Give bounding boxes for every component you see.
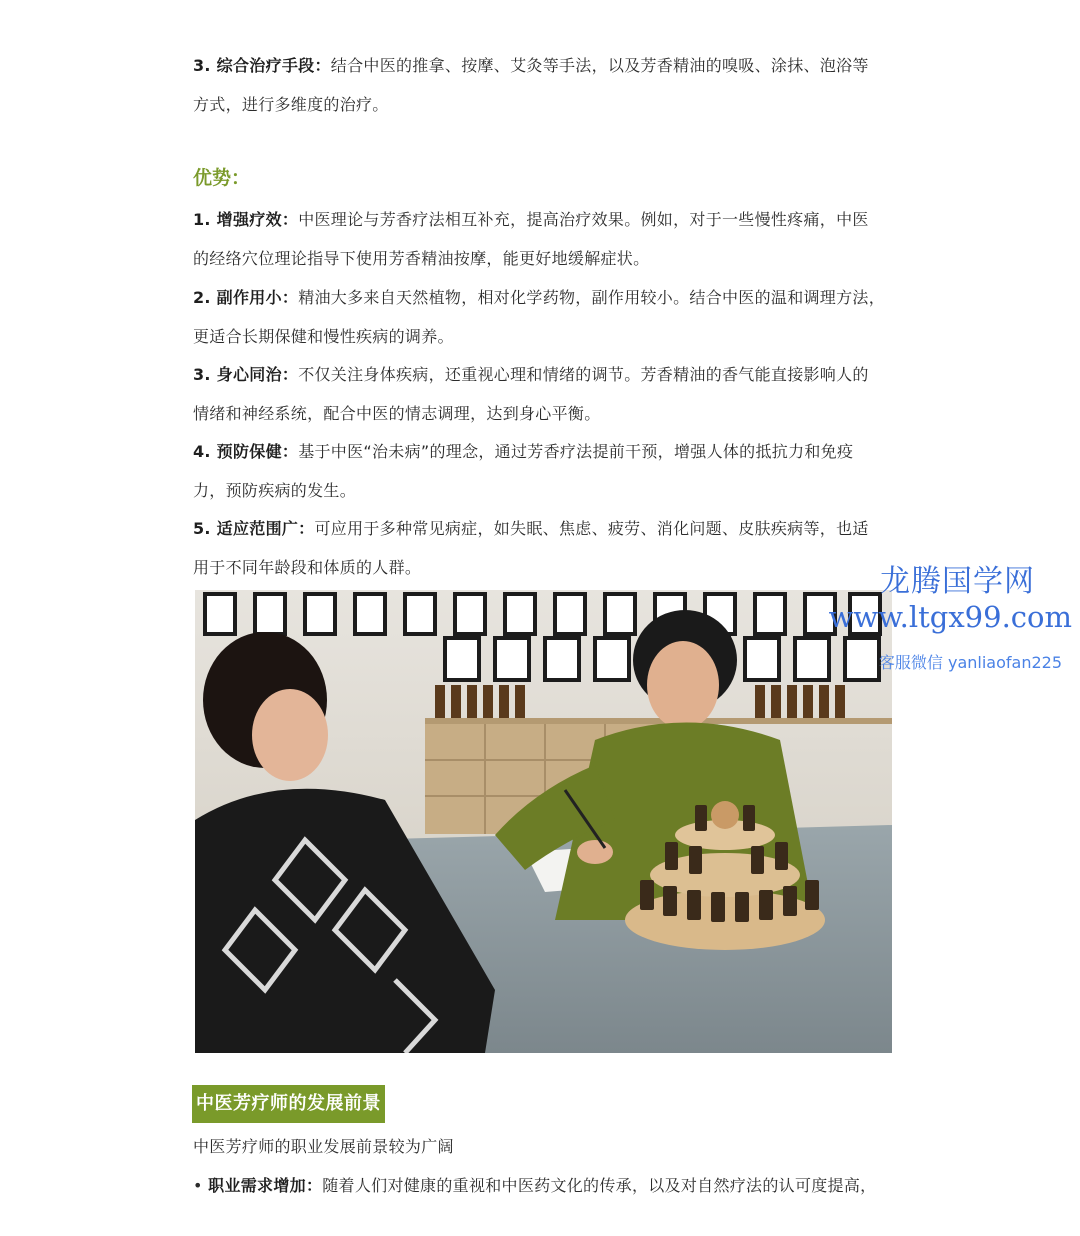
treatment-item-3-text-2: 方式，进行多维度的治疗。: [193, 95, 389, 114]
watermark-site-name: 龙腾国学网: [880, 564, 1035, 599]
prospects-bullet-1-label: 职业需求增加：: [208, 1176, 323, 1195]
prospects-heading: 中医芳疗师的发展前景: [192, 1085, 385, 1123]
advantage-item-3-text-2: 情绪和神经系统，配合中医的情志调理，达到身心平衡。: [193, 404, 601, 423]
aromatherapy-consultation-photo: [195, 590, 892, 1053]
watermark-wechat: 客服微信 yanliaofan225: [878, 653, 1062, 672]
advantage-item-4-label: 4. 预防保健：: [193, 442, 299, 461]
advantage-item-2-text-2: 更适合长期保健和慢性疾病的调养。: [193, 327, 454, 346]
advantage-item-1-text-1: 中医理论与芳香疗法相互补充，提高治疗效果。例如，对于一些慢性疼痛，中医: [298, 210, 869, 229]
advantage-item-3: [193, 355, 893, 433]
advantage-item-5-label: 5. 适应范围广：: [193, 519, 315, 538]
watermark-url: www.ltgx99.com: [828, 600, 1072, 634]
advantage-item-5: [193, 509, 893, 587]
advantage-item-3-label: 3. 身心同治：: [193, 365, 299, 384]
advantage-item-2-text-1: 精油大多来自天然植物，相对化学药物，副作用较小。结合中医的温和调理方法，: [298, 288, 885, 307]
advantage-item-4-text-1: 基于中医“治未病”的理念，通过芳香疗法提前干预，增强人体的抵抗力和免疫: [298, 442, 854, 461]
advantage-item-2: [193, 278, 893, 356]
prospects-intro: [193, 1127, 893, 1166]
prospects-intro-text: 中医芳疗师的职业发展前景较为广阔: [193, 1137, 454, 1156]
advantage-item-4: [193, 432, 893, 510]
prospects-bullet-1: [193, 1166, 898, 1205]
advantage-item-4-text-2: 力，预防疾病的发生。: [193, 481, 357, 500]
treatment-item-3: [193, 46, 893, 124]
advantage-item-3-text-1: 不仅关注身体疾病，还重视心理和情绪的调节。芳香精油的香气能直接影响人的: [298, 365, 869, 384]
advantage-item-2-label: 2. 副作用小：: [193, 288, 299, 307]
advantage-item-1-label: 1. 增强疗效：: [193, 210, 299, 229]
advantage-item-5-text-1: 可应用于多种常见病症，如失眠、焦虑、疲劳、消化问题、皮肤疾病等，也适: [314, 519, 869, 538]
advantage-item-5-text-2: 用于不同年龄段和体质的人群。: [193, 558, 422, 577]
advantage-item-1: [193, 200, 893, 278]
advantage-item-1-text-2: 的经络穴位理论指导下使用芳香精油按摩，能更好地缓解症状。: [193, 249, 650, 268]
bullet-marker: •: [193, 1176, 203, 1195]
treatment-item-3-label: 3. 综合治疗手段：: [193, 56, 331, 75]
treatment-item-3-text-1: 结合中医的推拿、按摩、艾灸等手法，以及芳香精油的嗅吸、涂抹、泡浴等: [330, 56, 869, 75]
prospects-bullet-1-text: 随着人们对健康的重视和中医药文化的传承，以及对自然疗法的认可度提高，: [322, 1176, 877, 1195]
advantages-title: 优势：: [193, 167, 251, 189]
